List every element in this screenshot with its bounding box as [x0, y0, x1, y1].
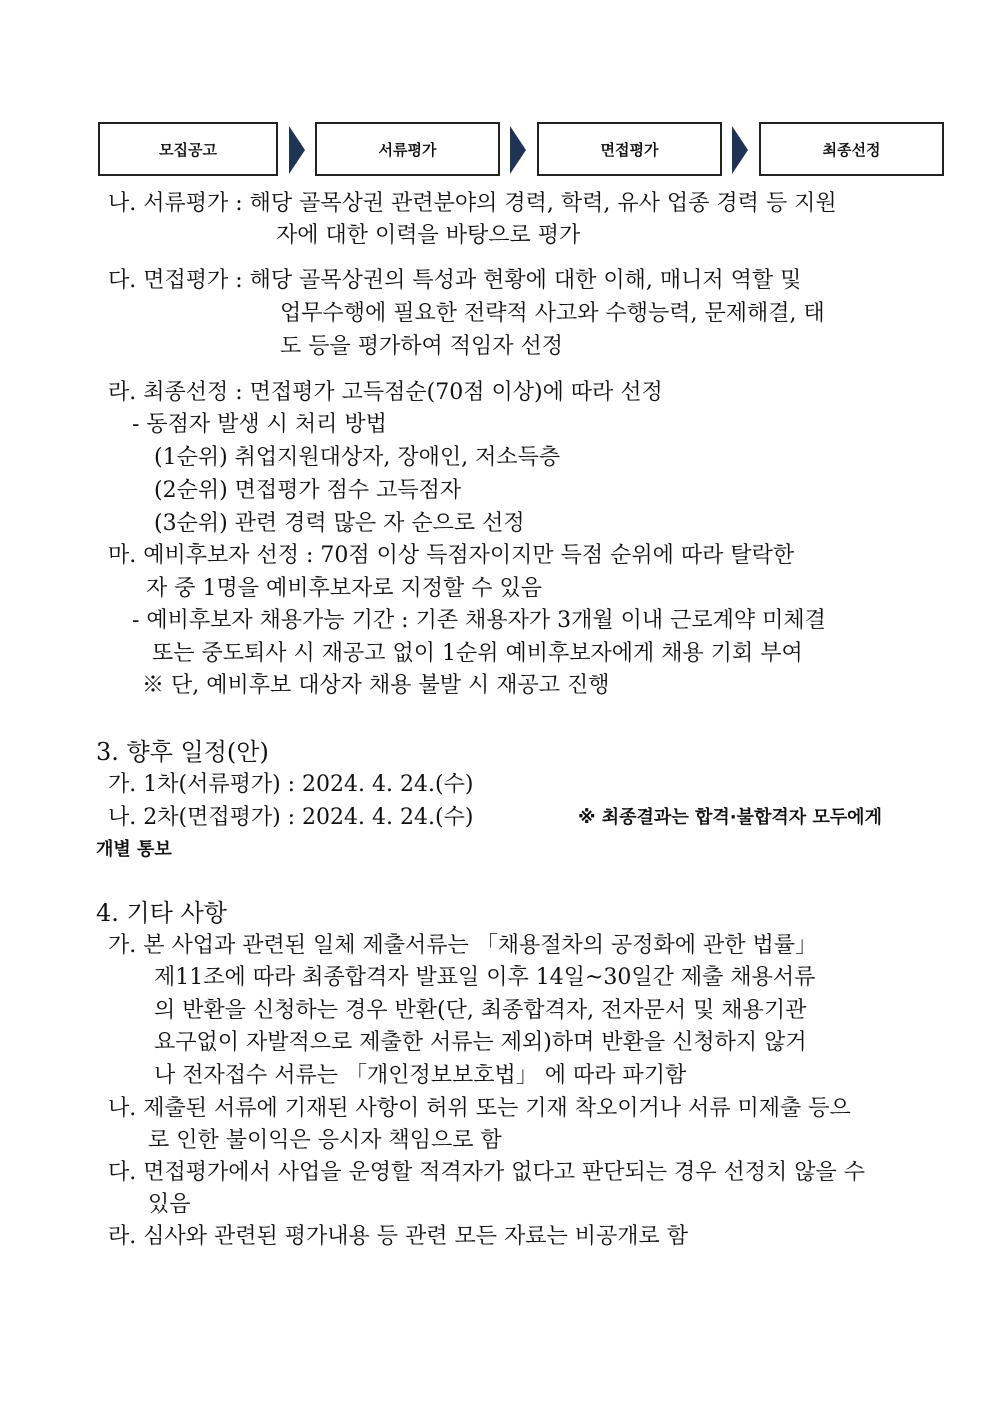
item-na-line-1: 나. 제출된 서류에 기재된 사항이 허위 또는 기재 착오이거나 서류 미제출 등으 — [108, 1096, 851, 1121]
item-da-line-3: 도 등을 평가하여 적임자 선정 — [280, 334, 563, 359]
flow-step-interview: 면접평가 — [537, 122, 722, 176]
section-4-title: 4. 기타 사항 — [96, 899, 227, 927]
schedule-second: 나. 2차(면접평가) : 2024. 4. 24.(수) — [108, 805, 474, 830]
result-note-line-2: 개별 통보 — [96, 839, 172, 860]
item-ga-line-2: 제11조에 따라 최종합격자 발표일 이후 14일~30일간 제출 채용서류 — [154, 965, 816, 990]
item-da-line-1: 다. 면접평가에서 사업을 운영할 적격자가 없다고 판단되는 경우 선정치 않을 수 — [108, 1160, 865, 1185]
item-na-line-2: 로 인한 불이익은 응시자 책임으로 함 — [148, 1128, 502, 1153]
result-note-line-1: ※ 최종결과는 합격·불합격자 모두에게 — [578, 807, 882, 828]
item-da-line-2: 업무수행에 필요한 전략적 사고와 수행능력, 문제해결, 태 — [280, 301, 825, 326]
item-da-line-2: 있음 — [148, 1192, 191, 1217]
chevron-right-icon — [289, 126, 305, 174]
item-ma-line-5: ※ 단, 예비후보 대상자 채용 불발 시 재공고 진행 — [142, 673, 610, 698]
item-ma-line-3: - 예비후보자 채용가능 기간 : 기존 채용자가 3개월 이내 근로계약 미체결 — [132, 608, 826, 633]
item-ra-line-1: 라. 심사와 관련된 평가내용 등 관련 모든 자료는 비공개로 함 — [108, 1224, 688, 1249]
item-ra-line-5: (3순위) 관련 경력 많은 자 순으로 선정 — [154, 511, 525, 536]
item-ra-line-3: (1순위) 취업지원대상자, 장애인, 저소득층 — [154, 445, 561, 470]
flow-step-recruit-notice: 모집공고 — [98, 122, 278, 176]
item-ma-line-2: 자 중 1명을 예비후보자로 지정할 수 있음 — [146, 576, 542, 601]
item-ma-line-1: 마. 예비후보자 선정 : 70점 이상 득점자이지만 득점 순위에 따라 탈락한 — [108, 543, 795, 568]
item-na-line-1: 나. 서류평가 : 해당 골목상권 관련분야의 경력, 학력, 유사 업종 경력 등 지원 — [108, 191, 837, 216]
item-na-line-2: 자에 대한 이력을 바탕으로 평가 — [276, 223, 581, 248]
item-ga-line-4: 요구없이 자발적으로 제출한 서류는 제외)하며 반환을 신청하지 않거 — [154, 1030, 807, 1055]
item-ma-line-4: 또는 중도퇴사 시 재공고 없이 1순위 예비후보자에게 채용 기회 부여 — [152, 641, 803, 666]
item-ra-line-1: 라. 최종선정 : 면접평가 고득점순(70점 이상)에 따라 선정 — [108, 380, 663, 405]
item-ga-line-3: 의 반환을 신청하는 경우 반환(단, 최종합격자, 전자문서 및 채용기관 — [154, 998, 807, 1023]
flow-step-document-review: 서류평가 — [315, 122, 500, 176]
section-3-title: 3. 향후 일정(안) — [96, 738, 269, 766]
process-flow — [98, 122, 944, 180]
chevron-right-icon — [510, 126, 526, 174]
item-ga-line-5: 나 전자접수 서류는 「개인정보보호법」 에 따라 파기함 — [154, 1063, 687, 1088]
schedule-first: 가. 1차(서류평가) : 2024. 4. 24.(수) — [108, 772, 474, 797]
flow-step-final-selection: 최종선정 — [759, 122, 944, 176]
item-ga-line-1: 가. 본 사업과 관련된 일체 제출서류는 「채용절차의 공정화에 관한 법률」 — [108, 933, 817, 958]
chevron-right-icon — [732, 126, 748, 174]
item-ra-line-4: (2순위) 면접평가 점수 고득점자 — [154, 478, 462, 503]
item-ra-line-2: - 동점자 발생 시 처리 방법 — [132, 412, 387, 437]
item-da-line-1: 다. 면접평가 : 해당 골목상권의 특성과 현황에 대한 이해, 매니저 역할 및 — [108, 268, 802, 293]
